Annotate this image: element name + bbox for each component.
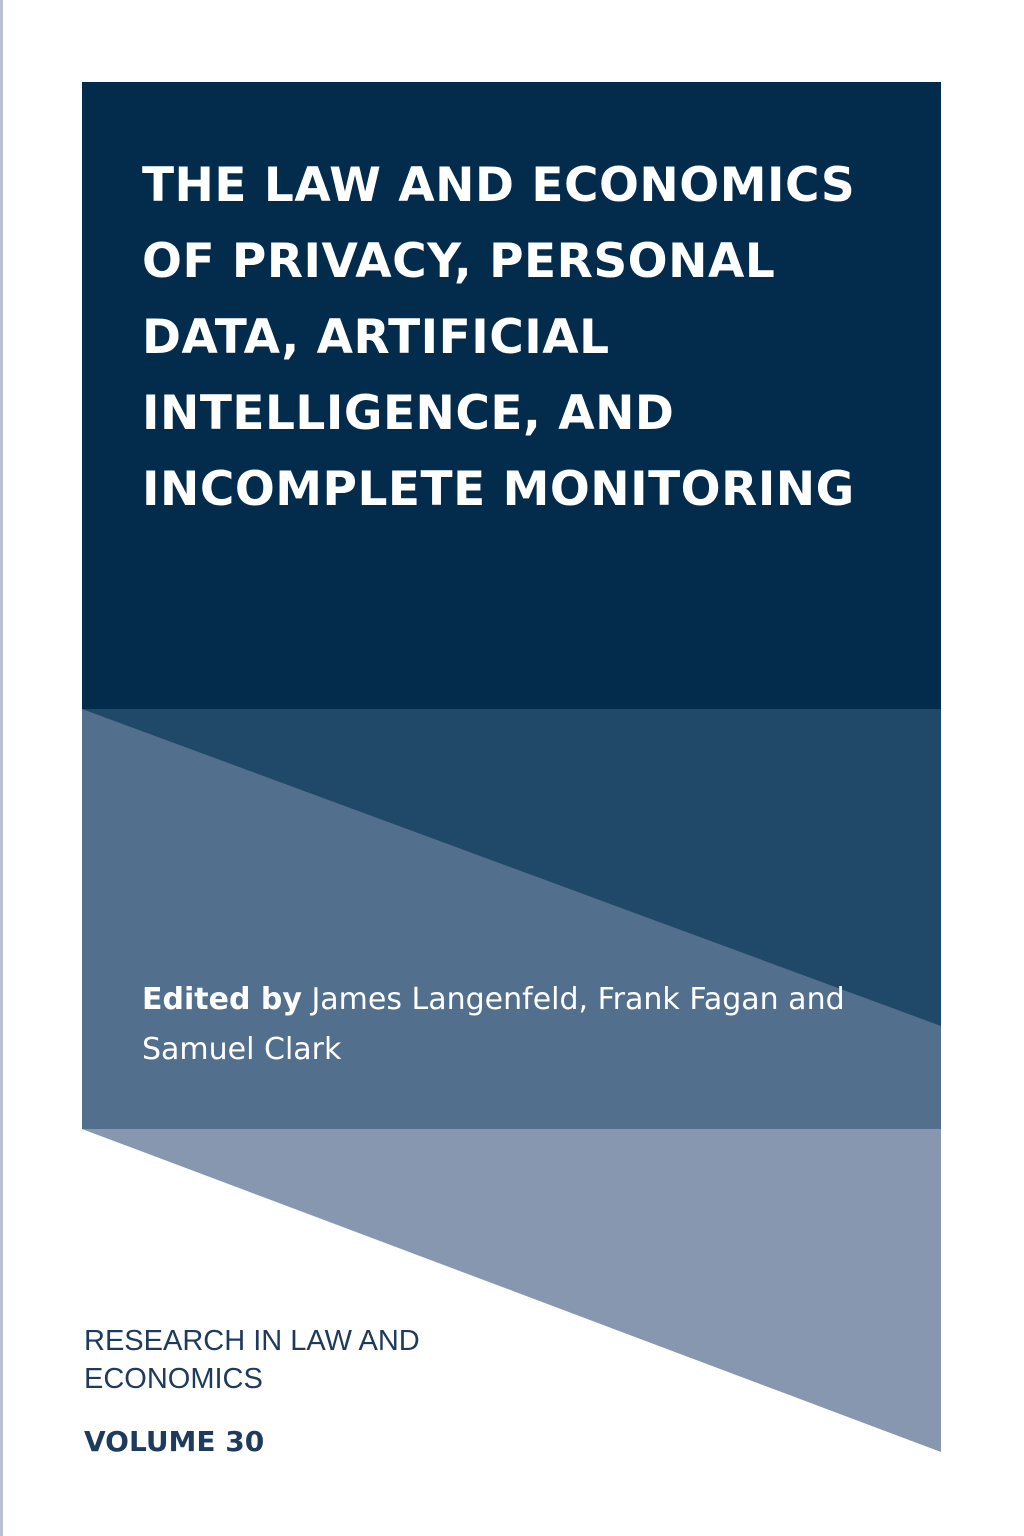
book-title: THE LAW AND ECONOMICS OF PRIVACY, PERSONAL DATA, ARTIFICIAL INTELLIGENCE, AND INCOMPLETE MONITORING xyxy=(142,158,856,517)
series-name: RESEARCH IN LAW AND ECONOMICS xyxy=(84,1325,420,1395)
light-slate-wedge xyxy=(82,1129,941,1452)
volume-number: VOLUME 30 xyxy=(84,1425,265,1458)
editors-label: Edited by xyxy=(142,982,302,1017)
editors-credit xyxy=(142,975,902,1075)
editors-names: James Langenfeld, Frank Fagan and Samuel Clark xyxy=(142,982,845,1067)
